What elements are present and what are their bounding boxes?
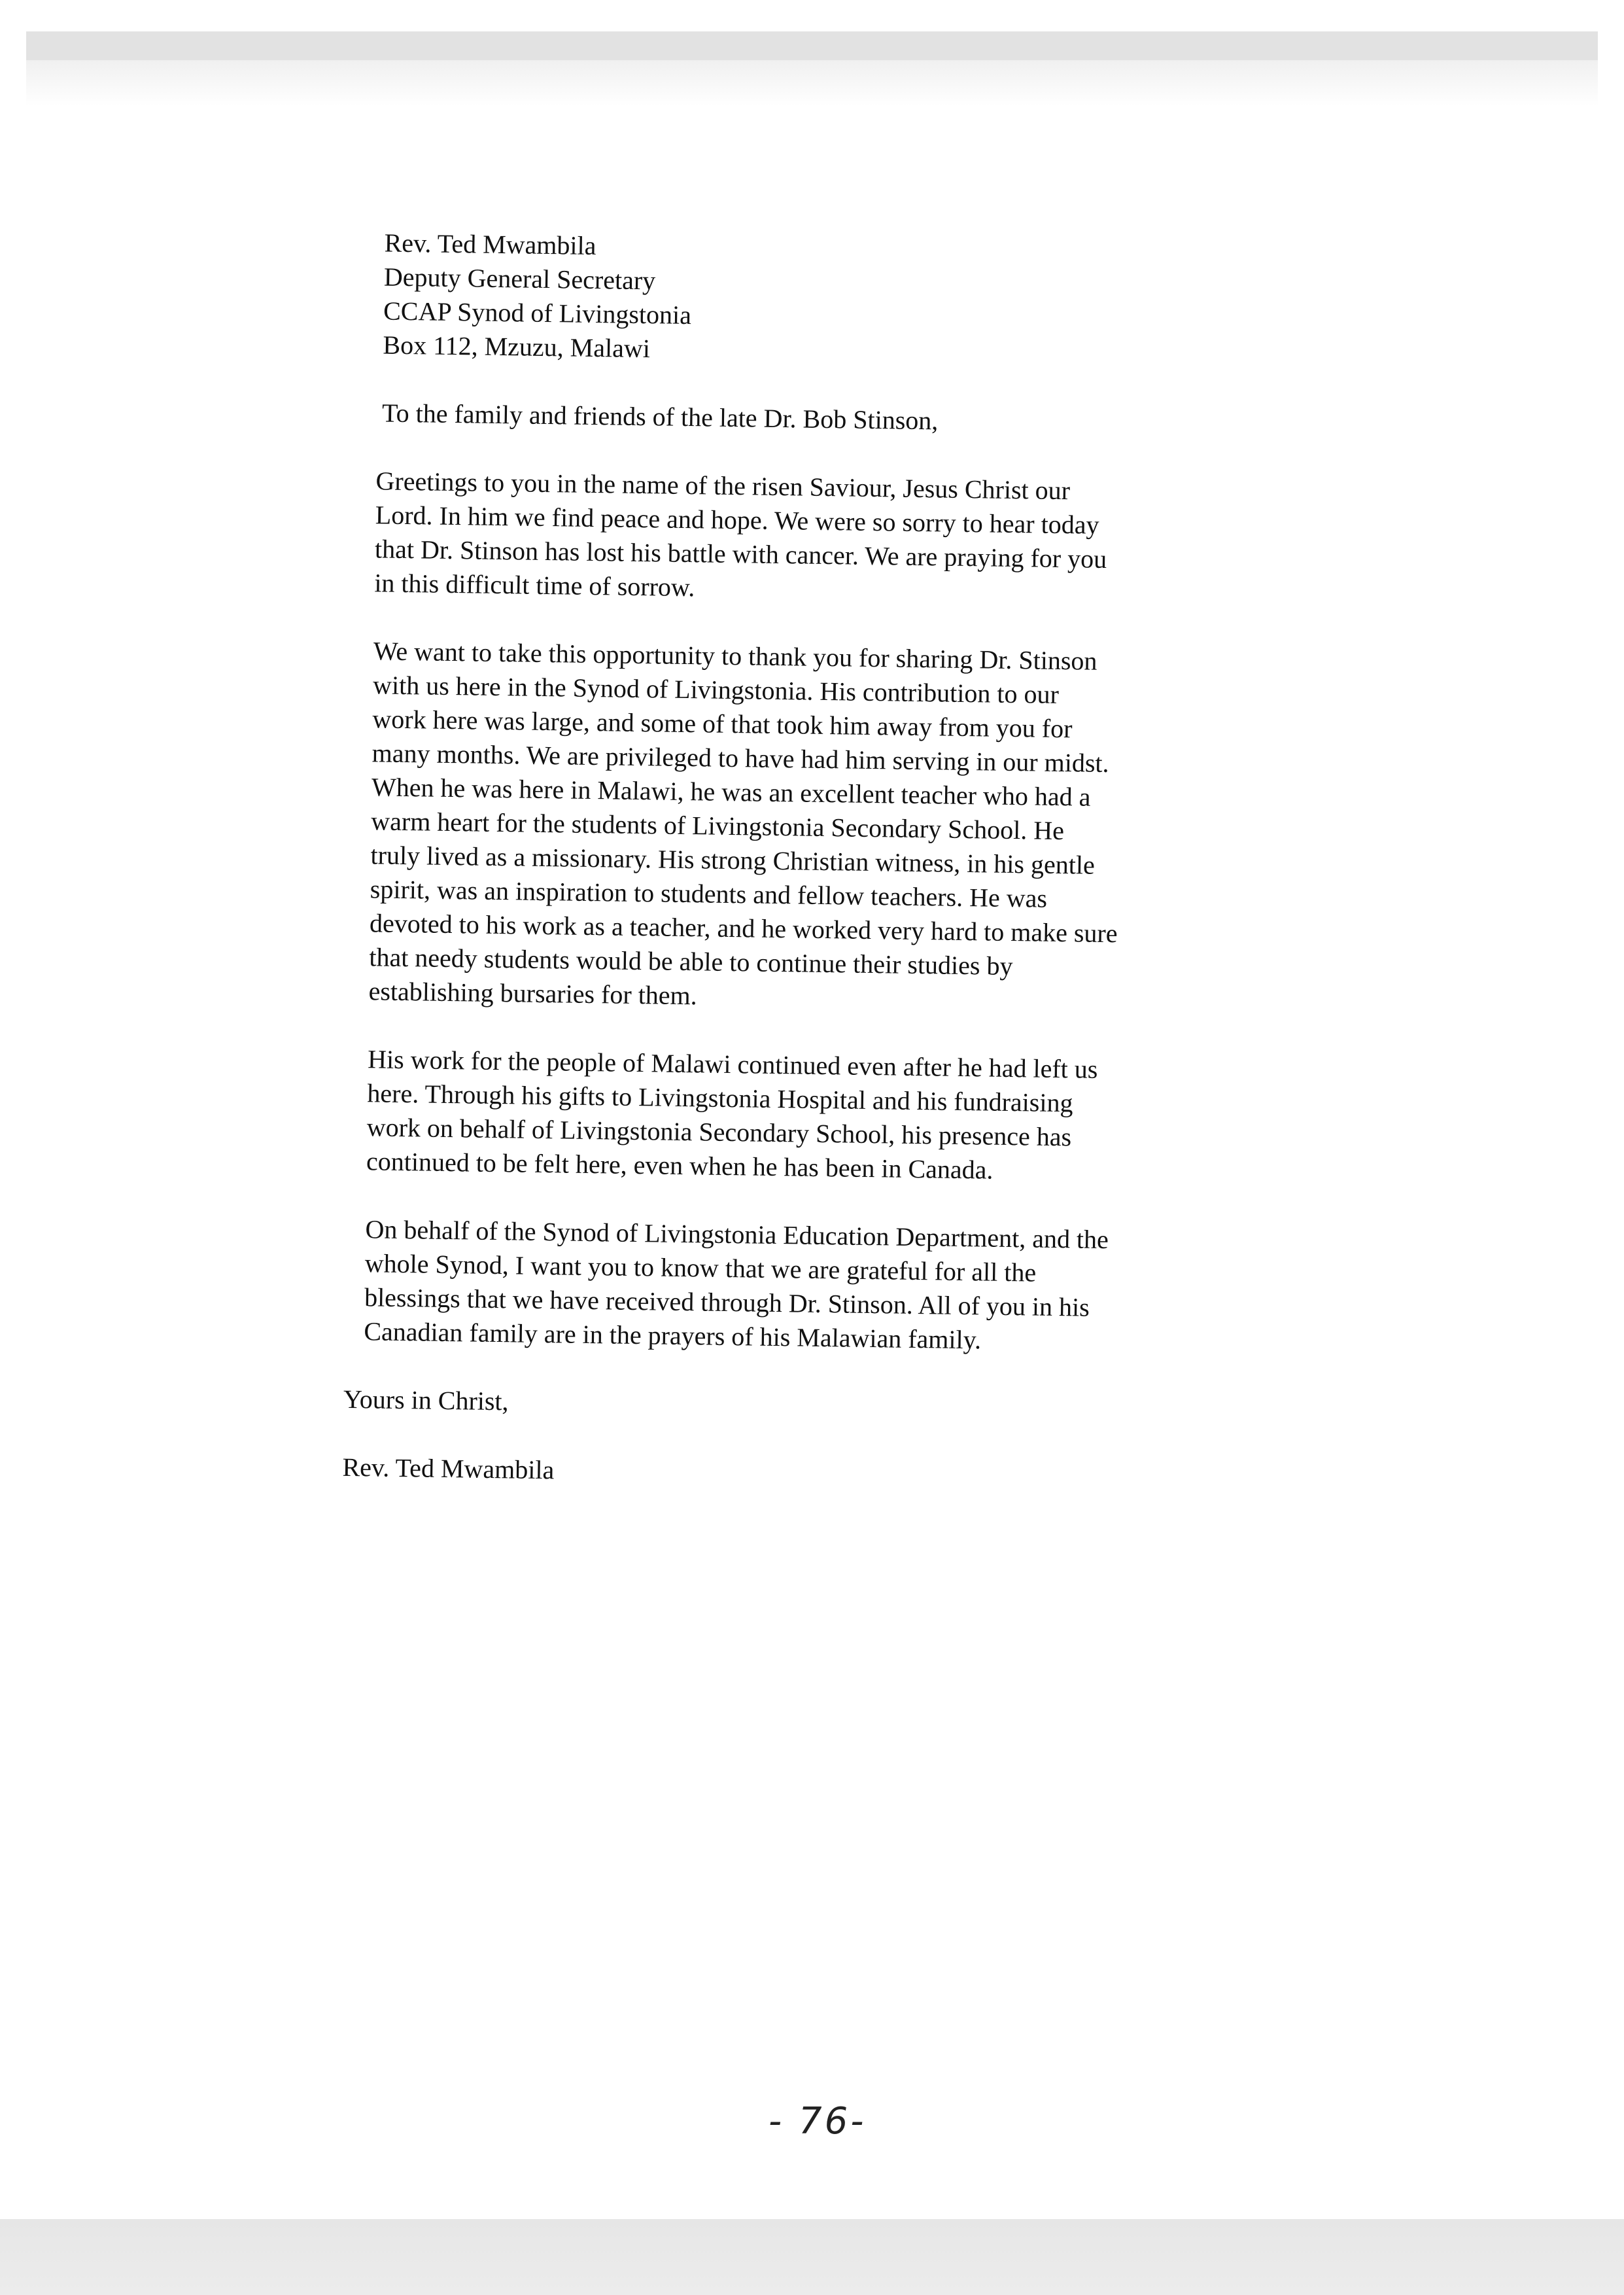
paragraph-thanks: We want to take this opportunity to thank you for sharing Dr. Stinson with us here in the Synod of Livingstonia. His contribution to our work here was large, and some of that took him away from you for many months. We are privileged to have had him serving in our midst. When he was here in Malawi, he was an excellent teacher who had a warm heart for the students of Livingstonia Secondary School. He truly lived as a missionary. His strong Christian witness, in his gentle spirit, was an inspiration to students and fellow teachers. He was devoted to his work as a teacher, and he worked very hard to make sure that needy students would be able to continue their studies by establishing bursaries for them.	[368, 636, 1118, 1011]
sender-address-block	[383, 226, 1321, 376]
sender-name: Rev. Ted Mwambila	[384, 228, 596, 261]
page-number: - 76-	[769, 2100, 867, 2143]
salutation: To the family and friends of the late Dr. Bob Stinson,	[381, 398, 939, 436]
paragraph-greetings: Greetings to you in the name of the risen Saviour, Jesus Christ our Lord. In him we find peace and hope. We were so sorry to hear today that Dr. Stinson has lost his battle with cancer. We are praying for you in this difficult time of sorrow.	[374, 466, 1107, 603]
closing: Yours in Christ,	[343, 1384, 509, 1416]
letter-body	[342, 226, 1321, 1498]
paragraph-gratitude: On behalf of the Synod of Livingstonia Education Department, and the whole Synod, I want you to know that we are grateful for all the blessings that we have received through Dr. Stinson. All of you in his Canadian family are in the prayers of his Malawian family.	[364, 1214, 1109, 1355]
scan-edge-bottom	[0, 2219, 1624, 2295]
paragraph-continued-work: His work for the people of Malawi continued even after he had left us here. Through his gifts to Livingstonia Hospital and his fundraising work on behalf of Livingstonia Secondary School, his presence has continued to be felt here, even when he has been in Canada.	[366, 1044, 1098, 1185]
sender-organization: CCAP Synod of Livingstonia	[383, 296, 692, 330]
signature-name: Rev. Ted Mwambila	[342, 1452, 555, 1485]
sender-title: Deputy General Secretary	[383, 262, 656, 296]
sender-address: Box 112, Mzuzu, Malawi	[383, 330, 651, 364]
scan-edge-top-fade	[26, 60, 1598, 106]
scan-edge-top	[26, 31, 1598, 60]
